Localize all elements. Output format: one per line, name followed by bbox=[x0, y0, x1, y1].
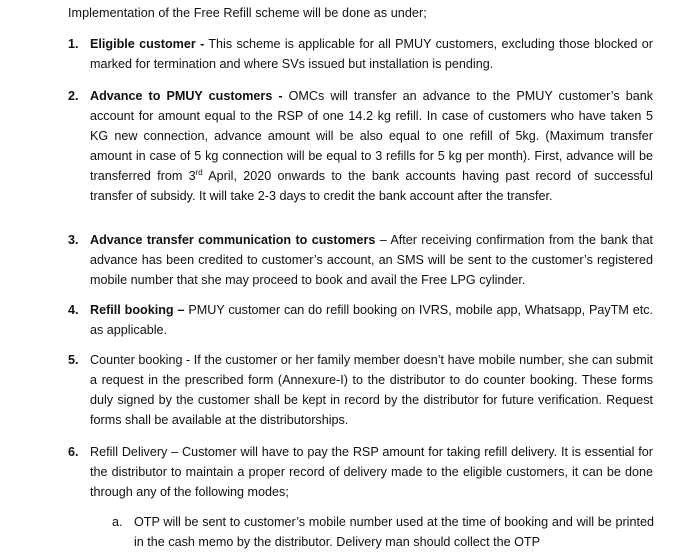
sub-item-letter: a. bbox=[112, 515, 123, 529]
item-body bbox=[90, 230, 653, 290]
intro-text: Implementation of the Free Refill scheme will be done as under; bbox=[68, 6, 427, 20]
item-text: Counter booking - If the customer or her family member doesn’t have mobile number, she can submit a request in the prescribed form (Annexure-I) to the distributor to do counter booking. These forms duly signed by the customer shall be kept in record by the distributor for future verification. Request forms shall be available at the distributorships. bbox=[90, 353, 653, 427]
item-text: PMUY customer can do refill booking on IVRS, mobile app, Whatsapp, PayTM etc. as applicable. bbox=[90, 303, 653, 337]
item-body bbox=[90, 86, 653, 206]
item-number: 3. bbox=[68, 233, 79, 247]
item-text-continued: April, 2020 onwards to the bank accounts having past record of successful transfer of subsidy. It will take 2-3 days to credit the bank account after the transfer. bbox=[90, 169, 653, 203]
item-text: OMCs will transfer an advance to the PMUY customer’s bank account for amount equal to the RSP of one 14.2 kg refill. In case of customers who have taken 5 KG new connection, advance amount will be also equal to one refill of 5kg. (Maximum transfer amount in case of 5 kg connection will be equal to 3 refills for 5 kg per month). First, advance will be transferred from 3 bbox=[90, 89, 653, 183]
sub-item-body: OTP will be sent to customer’s mobile number used at the time of booking and will be printed in the cash memo by the distributor. Delivery man should collect the OTP bbox=[134, 515, 654, 549]
list-item-refill-booking bbox=[68, 300, 653, 340]
item-heading: Advance transfer communication to customers bbox=[90, 233, 376, 247]
item-heading: Eligible customer - bbox=[90, 37, 205, 51]
item-number: 2. bbox=[68, 89, 79, 103]
item-number: 1. bbox=[68, 37, 79, 51]
list-item-advance-transfer-communication bbox=[68, 230, 653, 290]
item-number: 5. bbox=[68, 353, 79, 367]
item-number: 4. bbox=[68, 303, 79, 317]
list-item-advance-to-pmuy bbox=[68, 86, 653, 206]
item-body bbox=[90, 34, 653, 74]
item-heading: Advance to PMUY customers - bbox=[90, 89, 283, 103]
item-heading: Refill booking – bbox=[90, 303, 185, 317]
item-body bbox=[90, 300, 653, 340]
item-text: – After receiving confirmation from the bank that advance has been credited to customer’s account, an SMS will be sent to the customer’s registered mobile number that she may proceed to book and avail the Free LPG cylinder. bbox=[90, 233, 653, 287]
sub-list-item-otp bbox=[112, 512, 654, 552]
item-text: This scheme is applicable for all PMUY customers, excluding those blocked or marked for termination and where SVs issued but installation is pending. bbox=[90, 37, 654, 71]
item-body bbox=[90, 350, 653, 430]
list-item-refill-delivery bbox=[68, 442, 653, 502]
list-item-eligible-customer bbox=[68, 34, 653, 74]
item-number: 6. bbox=[68, 445, 79, 459]
item-body bbox=[90, 442, 653, 502]
list-item-counter-booking bbox=[68, 350, 653, 430]
item-text: Refill Delivery – Customer will have to pay the RSP amount for taking refill delivery. It is essential for the distributor to maintain a proper record of delivery made to the eligible customers, it can be done through any of the following modes; bbox=[90, 445, 653, 499]
ordinal-superscript: rd bbox=[195, 168, 203, 177]
